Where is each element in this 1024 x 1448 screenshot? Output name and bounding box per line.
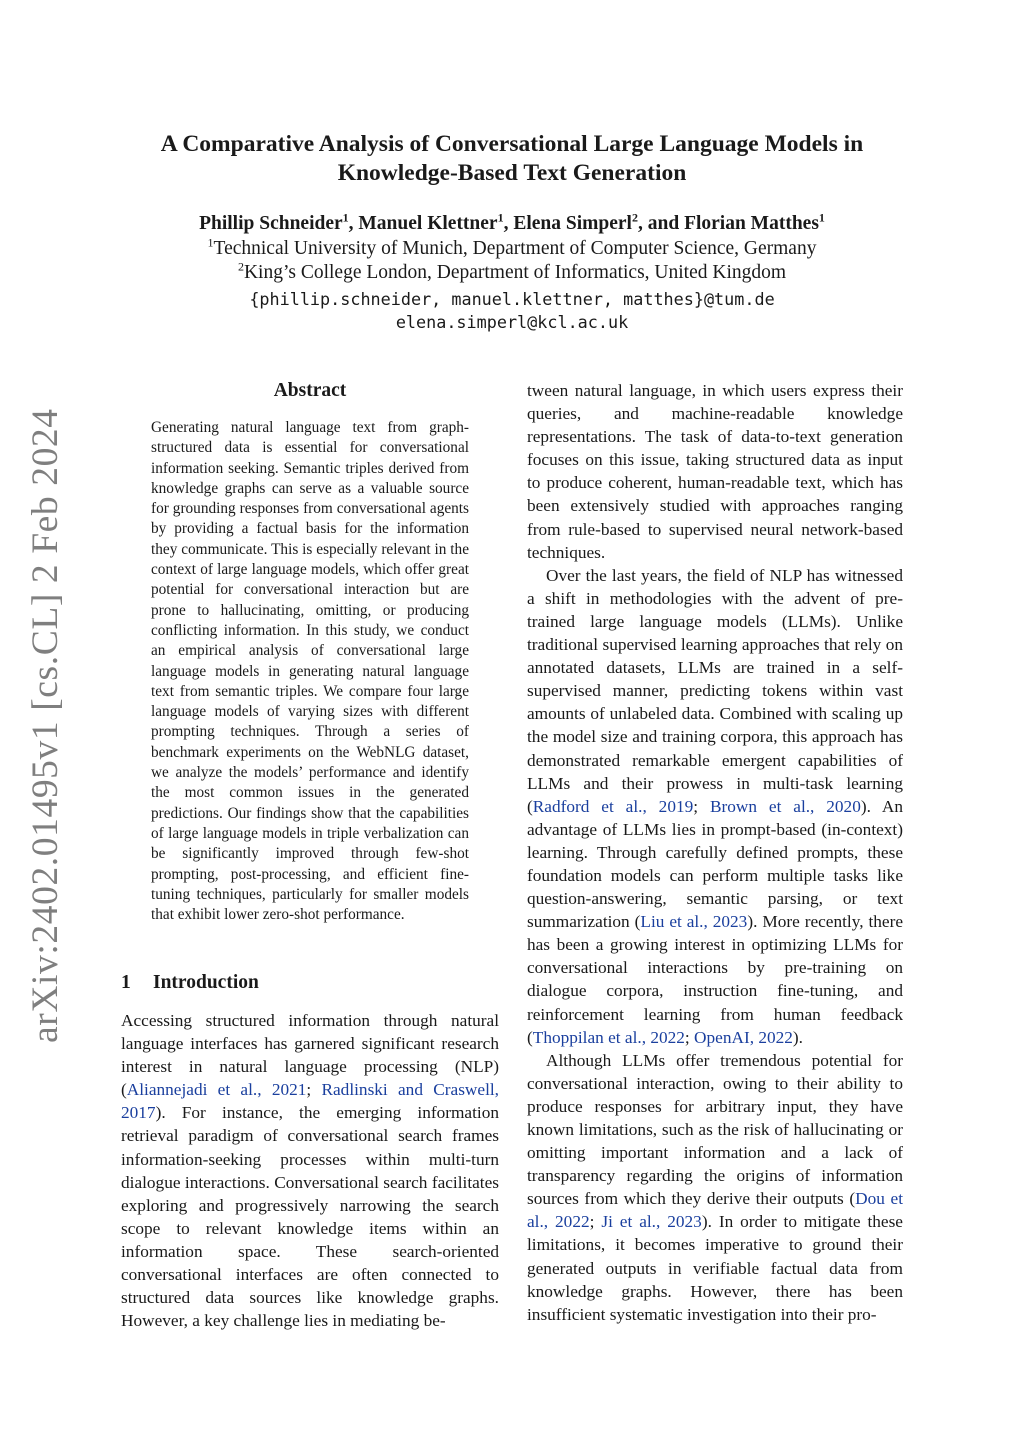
affiliation-1 (100, 237, 924, 261)
author-affiliation-mark: 2 (631, 210, 638, 225)
abstract-heading: Abstract (273, 380, 347, 401)
affiliation-2 (100, 261, 924, 285)
arxiv-identifier: arXiv:2402.01495v1 [cs.CL] 2 Feb 2024 (25, 408, 66, 1043)
citation-link[interactable]: Radlinski and Craswell, 2017 (121, 1080, 500, 1123)
paragraph (527, 564, 903, 1049)
author-name: Florian Matthes (684, 213, 819, 234)
citation-link[interactable]: Liu et al., 2023 (640, 912, 748, 932)
author-name: Elena Simperl (513, 213, 632, 234)
email-line-1[interactable]: {phillip.schneider, manuel.klettner, matthes}@tum.de (249, 289, 775, 309)
citation-link[interactable]: Ji et al., 2023 (601, 1212, 702, 1232)
paragraph-text: Accessing structured information through natural language interfaces has garnered significant research interest in natural language processing (NLP) ( (121, 1011, 499, 1100)
paragraph-text: ; (684, 1027, 695, 1047)
citation-link[interactable]: Radford et al., 2019 (532, 796, 694, 816)
paragraph-text: ). For instance, the emerging information retrieval paradigm of conversational search frames information-seeking processes within multi-turn dialogue interactions. Conversational search facilitates exploring and progressively narrowing the search scope to relevant knowledge items within an information space. These search-oriented conversational interfaces are often connected to structured data sources like knowledge graphs. However, a key challenge lies in mediating be- (121, 1103, 499, 1331)
paragraph (121, 1009, 499, 1332)
paragraph-text: Over the last years, the field of NLP has witnessed a shift in methodologies with the advent of pre-trained large language models (LLMs). Unlike traditional supervised learning approaches that rely on annotated datasets, LLMs are trained in a self-supervised manner, predicting tokens within vast amounts of unlabeled data. Combined with scaling up the model size and training corpora, this approach has demonstrated remarkable emergent capabilities of LLMs and their prowess in multi-task learning ( (527, 565, 903, 816)
author-affiliation-mark: 1 (818, 210, 825, 225)
affiliation-mark: 1 (207, 235, 214, 250)
paragraph-text: ; (306, 1080, 322, 1100)
author-name: Phillip Schneider (199, 213, 343, 234)
email-line-2[interactable]: elena.simperl@kcl.ac.uk (395, 312, 629, 332)
left-column-body (121, 1009, 499, 1332)
citation-link[interactable]: Brown et al., 2020 (709, 796, 861, 816)
citation-link[interactable]: OpenAI, 2022 (694, 1027, 793, 1047)
paragraph-text: Although LLMs offer tremendous potential for conversational interaction, owing to their ability to produce responses for arbitrary input, they have known limitations, such as the risk of hallucinating or omitting important information and a lack of transparency regarding the origins of information sources from which they derive their outputs ( (527, 1050, 903, 1209)
abstract-text: Generating natural language text from graph-structured data is essential for conversational information seeking. Semantic triples derived from knowledge graphs can serve as a valuable source for grounding responses from conversational agents by providing a factual basis for the information they communicate. This is especially relevant in the context of large language models, which offer great potential for conversational interaction but are prone to hallucinating, omitting, or producing conflicting information. In this study, we conduct an empirical analysis of conversational large language models in generating natural language text from semantic triples. We compare four large language models of varying sizes with different prompting techniques. Through a series of benchmark experiments on the WebNLG dataset, we analyze the models’ performance and identify the most common issues in the generated predictions. Our findings show that the capabilities of large language models in triple verbalization can be significantly improved through few-shot prompting, post-processing, and efficient fine-tuning techniques, particularly for smaller models that exhibit lower zero-shot performance. (151, 419, 469, 924)
right-column-body (527, 379, 903, 1326)
section-heading-introduction (121, 969, 501, 997)
author-list (100, 211, 924, 237)
affiliation-text: Technical University of Munich, Department of Computer Science, Germany (213, 238, 817, 259)
paragraph: tween natural language, in which users express their queries, and machine-readable knowledge representations. The task of data-to-text generation focuses on this issue, taking structured data as input to produce coherent, human-readable text, which has been extensively studied with approaches ranging from rule-based to supervised neural network-based techniques. (527, 381, 903, 562)
citation-link[interactable]: Thoppilan et al., 2022 (532, 1027, 685, 1047)
paragraph-text: ). (792, 1027, 803, 1047)
author-separator: , and (637, 213, 685, 234)
paragraph-text: ; (589, 1212, 602, 1232)
paper-title: A Comparative Analysis of Conversational Large Language Models in Knowledge-Based Text Generation (160, 131, 864, 186)
paragraph (527, 1049, 903, 1326)
section-number: 1 (121, 972, 131, 993)
paragraph-text: ). An advantage of LLMs lies in prompt-based (in-context) learning. Through carefully defined prompts, these foundation models can perform multiple tasks like question-answering, semantic parsing, or text summarization ( (527, 796, 903, 932)
author-separator: , (503, 213, 514, 234)
author-name: Manuel Klettner (358, 213, 498, 234)
author-separator: , (348, 213, 359, 234)
section-title: Introduction (153, 972, 259, 993)
affiliation-text: King’s College London, Department of Informatics, United Kingdom (243, 262, 787, 283)
citation-link[interactable]: Aliannejadi et al., 2021 (126, 1080, 307, 1100)
paragraph-text: ). In order to mitigate these limitations, it becomes imperative to ground their generated outputs in verifiable factual data from knowledge graphs. However, there has been insufficient systematic investigation into their pro- (527, 1212, 903, 1324)
author-affiliation-mark: 1 (342, 210, 349, 225)
author-affiliation-mark: 1 (497, 210, 504, 225)
citation-link[interactable]: Dou et al., 2022 (527, 1189, 903, 1232)
paragraph-text: ; (693, 796, 710, 816)
affiliation-mark: 2 (237, 259, 244, 274)
paragraph-text: ). More recently, there has been a growing interest in optimizing LLMs for conversational interactions by pre-training on dialogue corpora, instruction fine-tuning, and reinforcement learning from human feedback ( (527, 912, 904, 1047)
